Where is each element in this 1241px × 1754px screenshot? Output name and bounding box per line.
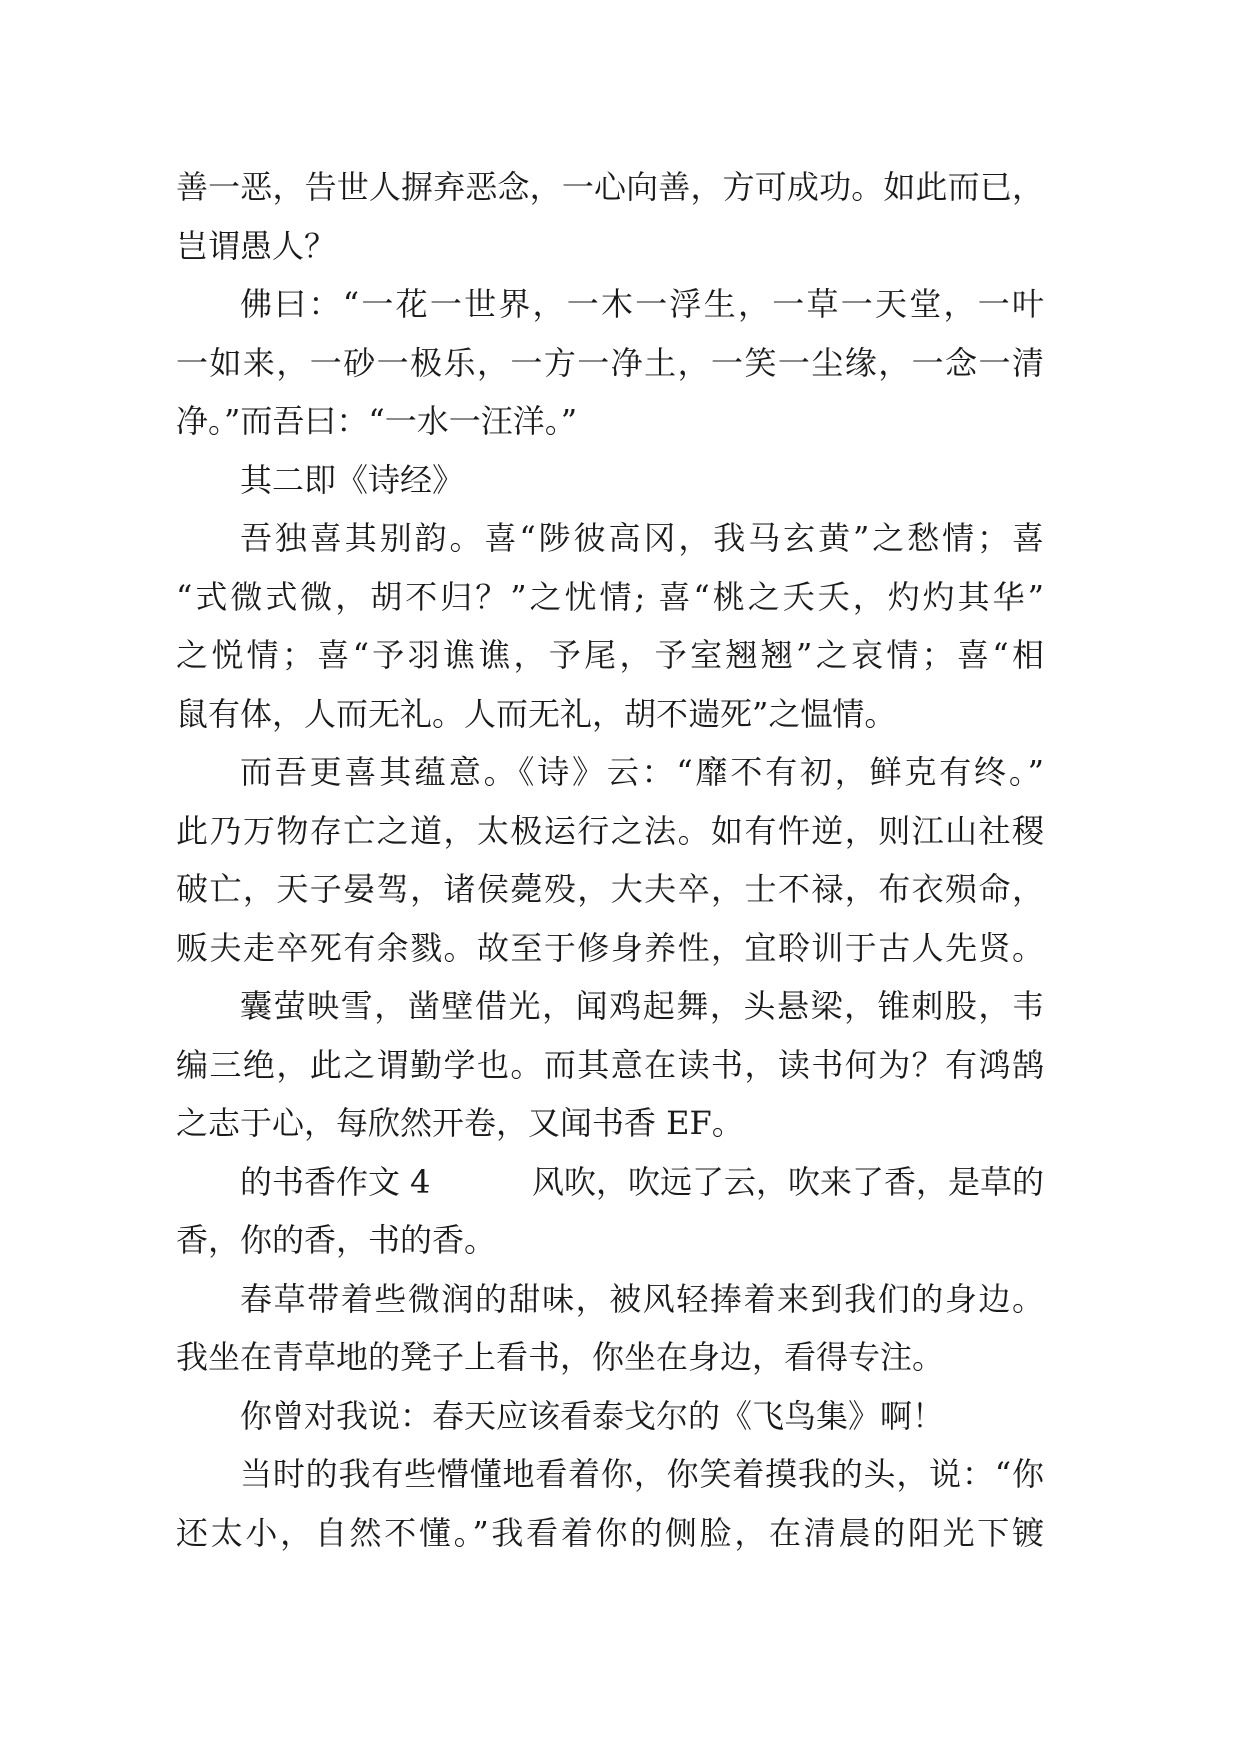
paragraph-start-line: 春草带着些微润的甜味，被风轻捧着来到我们的身边。 — [240, 1279, 1044, 1318]
text-line: 善一恶，告世人摒弃恶念，一心向善，方可成功。如此而已， — [176, 168, 1044, 206]
text-line: 此乃万物存亡之道，太极运行之法。如有忤逆，则江山社稷 — [176, 811, 1044, 850]
text-line: 一如来，一砂一极乐，一方一净土，一笑一尘缘，一念一清 — [176, 343, 1044, 382]
text-line: 破亡，天子晏驾，诸侯薨殁，大夫卒，士不禄，布衣殒命， — [176, 870, 1044, 908]
text-line: 香，你的香，书的香。 — [176, 1221, 497, 1259]
essay-title-line — [176, 1153, 1044, 1212]
text-line: 之志于心，每欣然开卷，又闻书香 EF。 — [176, 1104, 744, 1142]
text-line: 之悦情；喜“予羽谯谯，予尾，予室翘翘”之哀情；喜“相 — [176, 636, 1044, 674]
paragraph-start-line: 佛曰：“一花一世界，一木一浮生，一草一天堂，一叶 — [240, 285, 1044, 323]
text-line: 我坐在青草地的凳子上看书，你坐在身边，看得专注。 — [176, 1338, 945, 1376]
paragraph-start-line: 当时的我有些懵懂地看着你，你笑着摸我的头，说：“你 — [240, 1455, 1044, 1493]
paragraph-start-line: 囊萤映雪，凿壁借光，闻鸡起舞，头悬梁，锥刺股，韦 — [240, 987, 1044, 1025]
text-line: 编三绝，此之谓勤学也。而其意在读书，读书何为？有鸿鹄 — [176, 1045, 1044, 1084]
section-heading-line: 其二即《诗经》 — [240, 460, 465, 499]
body-text — [176, 158, 1044, 1562]
text-line: 贩夫走卒死有余戮。故至于修身养性，宜聆训于古人先贤。 — [176, 928, 1044, 967]
text-line: 净。”而吾曰：“一水一汪洋。” — [176, 402, 578, 440]
paragraph-start-line: 吾独喜其别韵。喜“陟彼高冈，我马玄黄”之愁情；喜 — [240, 519, 1044, 557]
text-line: 鼠有体，人而无礼。人而无礼，胡不遄死”之愠情。 — [176, 694, 897, 733]
text-line: 岂谓愚人？ — [176, 226, 337, 265]
text-line: 还太小，自然不懂。”我看着你的侧脸，在清晨的阳光下镀 — [176, 1513, 1044, 1552]
essay-title: 的书香作文 4 — [240, 1162, 431, 1201]
essay-opening-text: 风吹，吹远了云，吹来了香，是草的 — [531, 1162, 1044, 1201]
paragraph-start-line: 你曾对我说：春天应该看泰戈尔的《飞鸟集》啊！ — [240, 1396, 945, 1435]
text-line: “式微式微，胡不归？”之忧情; 喜“桃之夭夭，灼灼其华” — [176, 577, 1044, 616]
paragraph-start-line: 而吾更喜其蕴意。《诗》云：“靡不有初，鲜克有终。” — [240, 753, 1044, 791]
